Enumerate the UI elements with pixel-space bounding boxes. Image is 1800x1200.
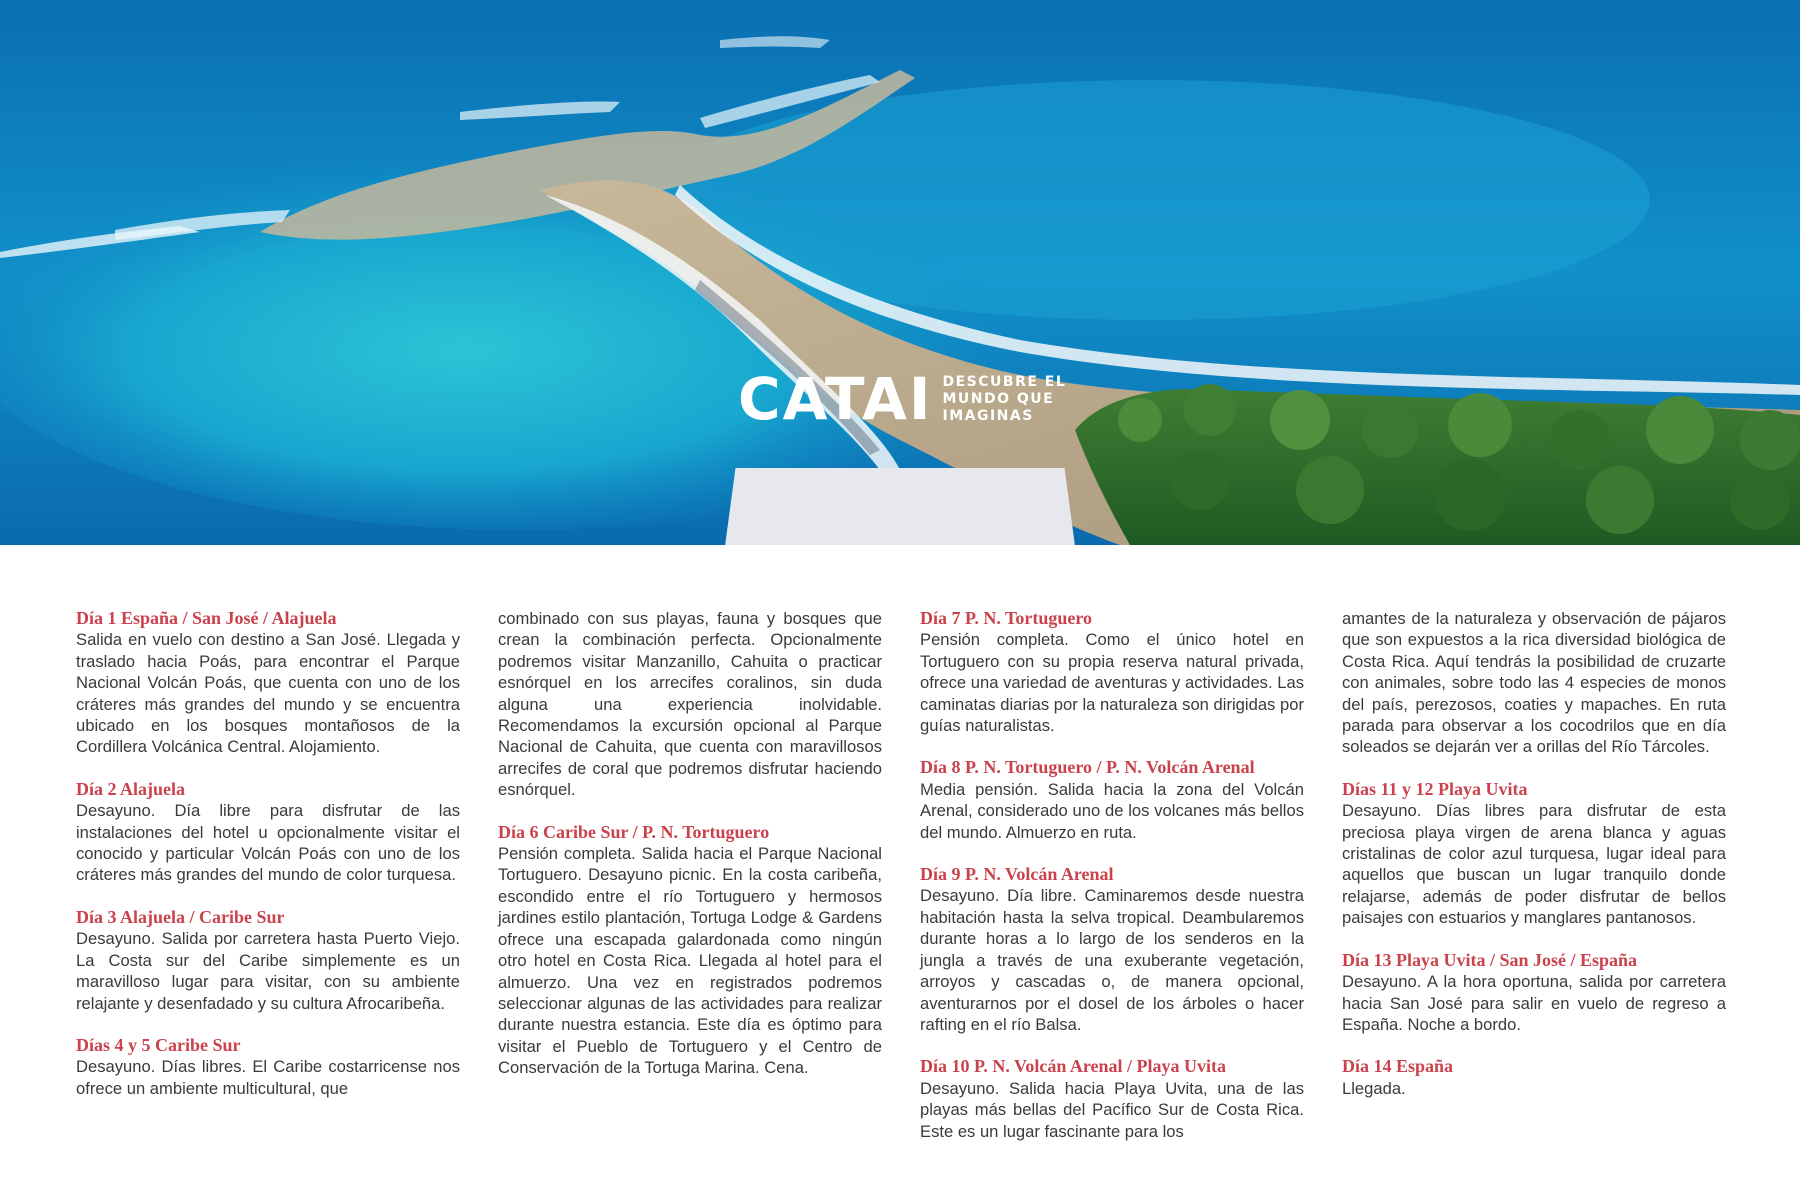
itinerary-column-3 [920,608,1304,1163]
itinerary-day [498,822,882,1079]
day-title: Días 4 y 5 Caribe Sur [76,1034,241,1055]
itinerary-day [920,608,1304,736]
tagline-line: DESCUBRE EL [942,373,1067,390]
itinerary-day [920,1056,1304,1142]
day-description: Desayuno. Salida por carretera hasta Puerto Viejo. La Costa sur del Caribe simplemente es un maravilloso lugar para visitar, con su ambiente relajante y desenfadado y su cultura Afrocaribeña. [76,929,460,1013]
itinerary-day [76,779,460,886]
day-description: Media pensión. Salida hacia la zona del Volcán Arenal, considerado uno de los volcanes más bellos del mundo. Almuerzo en ruta. [920,779,1304,842]
day-title: Día 2 Alajuela [76,778,186,799]
day-title: Día 13 Playa Uvita / San José / España [1342,949,1638,970]
tagline-line: IMAGINAS [942,407,1034,424]
itinerary-column-4 [1342,608,1726,1120]
itinerary-day-continued [1342,608,1726,758]
day-title: Día 1 España / San José / Alajuela [76,608,337,628]
hero-photo [0,0,1800,545]
day-description: Desayuno. Día libre. Caminaremos desde nuestra habitación hasta la selva tropical. Deambularemos durante horas a lo largo de los senderos en la jungla a través de una exuberante vegetación, arroyos y cascadas o, de manera opcional, aventurarnos por el dosel de los árboles o hacer rafting en el río Balsa. [920,886,1304,1034]
day-title: Día 6 Caribe Sur / P. N. Tortuguero [498,821,770,842]
itinerary-column-2 [498,608,882,1100]
itinerary-day [1342,950,1726,1036]
aerial-beach-whale-tail-icon [0,0,1800,545]
brand-logo [738,365,1067,433]
day-description: Desayuno. A la hora oportuna, salida por carretera hacia San José para salir en vuelo de regreso a España. Noche a bordo. [1342,972,1726,1034]
itinerary-day [76,608,460,758]
itinerary-day [76,1035,460,1099]
itinerary-day [1342,1056,1726,1099]
day-title: Día 10 P. N. Volcán Arenal / Playa Uvita [920,1056,1227,1077]
day-description: Desayuno. Días libres para disfrutar de esta preciosa playa virgen de arena blanca y aguas cristalinas de color azul turquesa, lugar ideal para aquellos que buscan un lugar tranquilo donde relajarse, además de poder disfrutar de bellos paisajes con estuarios y manglares pantanosos. [1342,801,1726,928]
brand-name: CATAI [738,365,933,433]
day-description: Pensión completa. Salida hacia el Parque Nacional Tortuguero. Desayuno picnic. En la costa caribeña, escondido entre el río Tortuguero y hermosos jardines estilo plantación, Tortuga Lodge & Gardens ofrece una escapada galardonada como ningún otro hotel en Costa Rica. Llegada al hotel para el almuerzo. Una vez en registrados podremos seleccionar algunas de las actividades para realizar durante nuestra estancia. Este día es óptimo para visitar el Pueblo de Tortuguero y el Centro de Conservación de la Tortuga Marina. Cena. [498,844,882,1078]
day-description: Desayuno. Día libre para disfrutar de las instalaciones del hotel u opcionalmente visitar el conocido y particular Volcán Poás con uno de los cráteres más grandes del mundo de color turquesa. [76,801,460,885]
day-title: Día 14 España [1342,1056,1454,1077]
day-description: Desayuno. Días libres. El Caribe costarricense nos ofrece un ambiente multicultural, que [76,1057,460,1098]
itinerary-day-continued [498,608,882,801]
itinerary-column-1 [76,608,460,1120]
day-title: Días 11 y 12 Playa Uvita [1342,778,1528,799]
day-description: Desayuno. Salida hacia Playa Uvita, una de las playas más bellas del Pacífico Sur de Costa Rica. Este es un lugar fascinante para los [920,1078,1304,1141]
day-description: Llegada. [1342,1078,1406,1098]
tagline-line: MUNDO QUE [942,390,1055,407]
itinerary-day [76,907,460,1014]
day-title: Día 7 P. N. Tortuguero [920,608,1093,628]
itinerary-day [920,864,1304,1035]
itinerary-day [920,757,1304,843]
itinerary-day [1342,779,1726,929]
day-description: combinado con sus playas, fauna y bosques que crean la combinación perfecta. Opcionalmente podremos visitar Manzanillo, Cahuita o practicar esnórquel en los arrecifes coralinos, sin duda alguna una experiencia inolvidable. Recomendamos la excursión opcional al Parque Nacional de Cahuita, que cuenta con maravillosos arrecifes de coral que podremos disfrutar haciendo esnórquel. [498,609,882,800]
page-tab-panel [725,468,1075,545]
day-title: Día 9 P. N. Volcán Arenal [920,864,1114,885]
day-description: Pensión completa. Como el único hotel en Tortuguero con su propia reserva natural privada, ofrece una variedad de aventuras y actividades. Las caminatas diarias por la naturaleza son dirigidas por guías naturalistas. [920,630,1304,736]
day-description: amantes de la naturaleza y observación de pájaros que son expuestos a la rica diversidad biológica de Costa Rica. Aquí tendrás la posibilidad de cruzarte con animales, sobre todo las 4 especies de monos del país, perezosos, coaties y mapaches. En ruta parada para observar a los cocodrilos que en día soleados se dejarán ver a orillas del Río Tárcoles. [1342,609,1726,757]
day-title: Día 8 P. N. Tortuguero / P. N. Volcán Arenal [920,757,1255,778]
brand-tagline [942,374,1066,425]
day-title: Día 3 Alajuela / Caribe Sur [76,906,285,927]
day-description: Salida en vuelo con destino a San José. Llegada y traslado hacia Poás, para encontrar el Parque Nacional Volcán Poás, que cuenta con uno de los cráteres más grandes del mundo y se encuentra ubicado en los bosques montañosos de la Cordillera Volcánica Central. Alojamiento. [76,630,460,757]
